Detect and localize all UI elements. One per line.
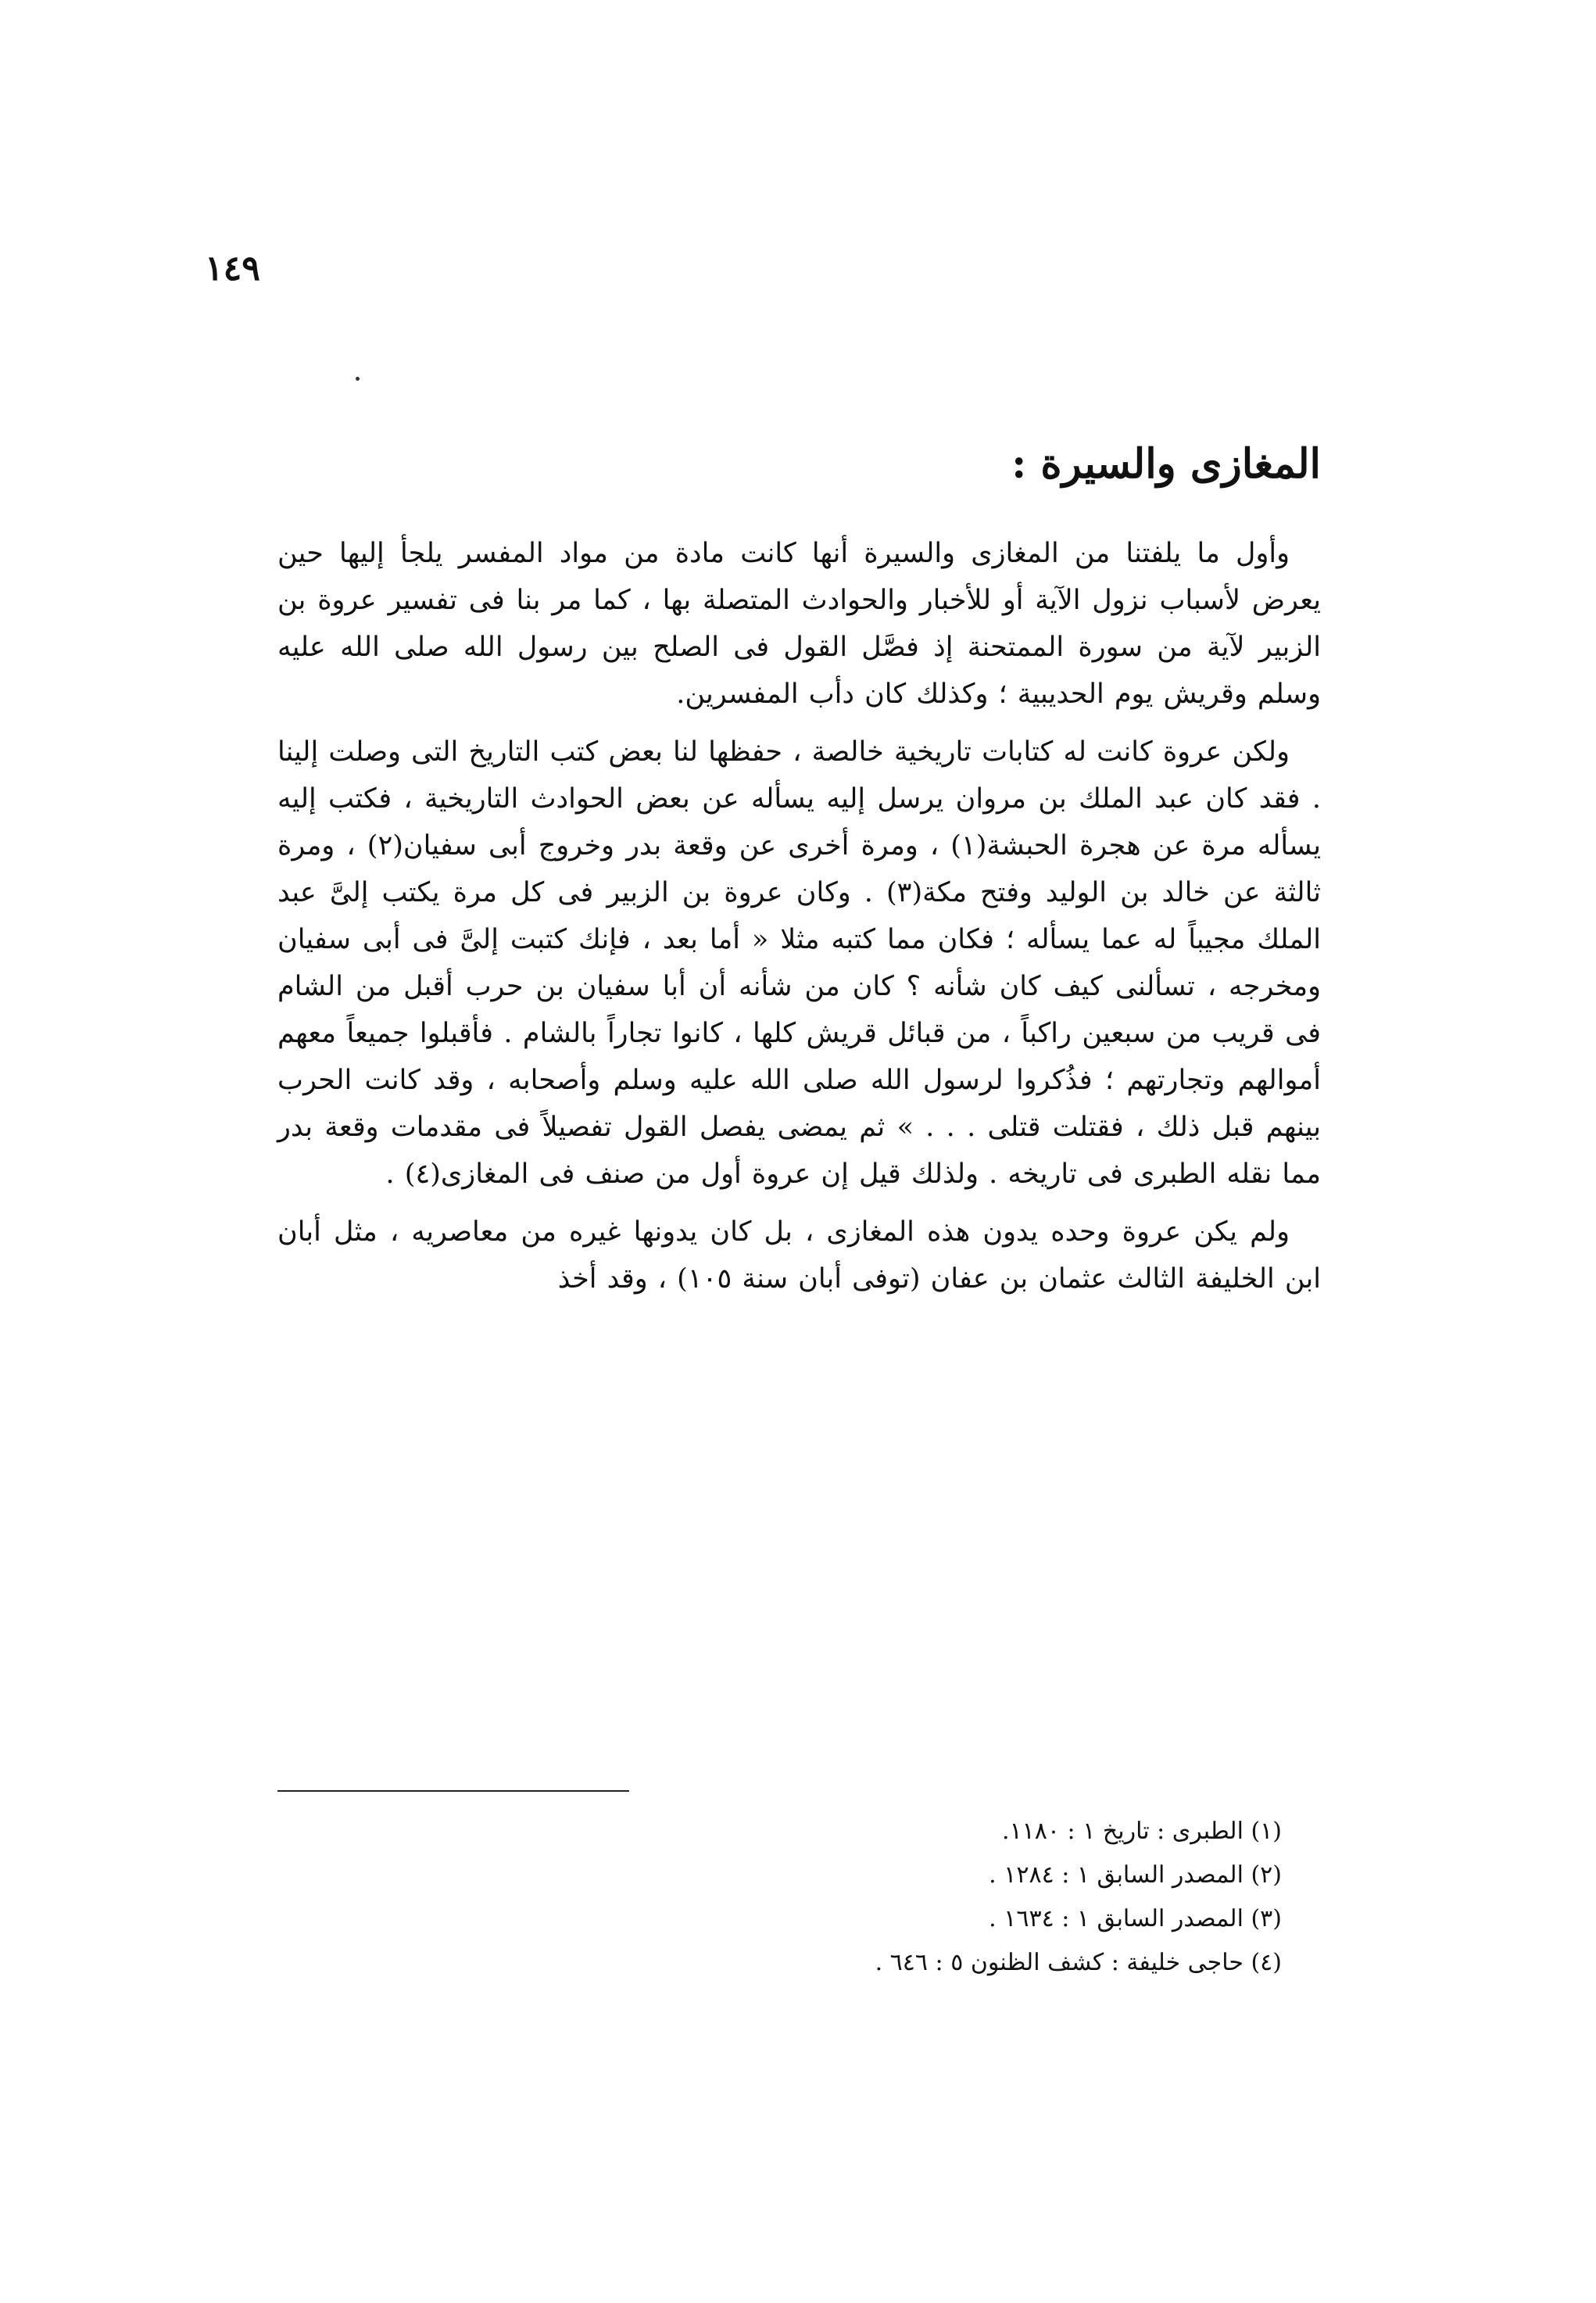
page-number: ١٤٩ <box>205 249 260 288</box>
footnote-divider <box>277 1790 629 1792</box>
footnote: (٤) حاجى خليفة : كشف الظنون ٥ : ٦٤٦ . <box>875 1949 1282 1976</box>
scan-speck <box>356 377 360 381</box>
paragraph: ولكن عروة كانت له كتابات تاريخية خالصة ، حفظها لنا بعض كتب التاريخ التى وصلت إلينا . فقد كان عبد الملك بن مروان يرسل إليه يسأله عن بعض الحوادث التاريخية ، فكتب إليه يسأله مرة عن هجرة الحبشة(١) ، ومرة أخرى عن وقعة بدر وخروج أبى سفيان(٢) ، ومرة ثالثة عن خالد بن الوليد وفتح مكة(٣) . وكان عروة بن الزبير فى كل مرة يكتب إلىَّ عبد الملك مجيباً له عما يسأله ؛ فكان مما كتبه مثلا « أما بعد ، فإنك كتبت إلىَّ فى أبى سفيان ومخرجه ، تسألنى كيف كان شأنه ؟ كان من شأنه أن أبا سفيان بن حرب أقبل من الشام فى قريب من سبعين راكباً ، من قبائل قريش كلها ، كانوا تجاراً بالشام . فأقبلوا جميعاً معهم أموالهم وتجارتهم ؛ فذُكروا لرسول الله صلى الله عليه وسلم وأصحابه ، وقد كانت الحرب بينهم قبل ذلك ، فقتلت قتلى . . . » ثم يمضى يفصل القول تفصيلاً فى مقدمات وقعة بدر مما نقله الطبرى فى تاريخه . ولذلك قيل إن عروة أول من صنف فى المغازى(٤) . <box>277 736 1321 1190</box>
footnote: (٢) المصدر السابق ١ : ١٢٨٤ . <box>989 1861 1282 1889</box>
paragraph: ولم يكن عروة وحده يدون هذه المغازى ، بل كان يدونها غيره من معاصريه ، مثل أبان ابن الخليفة الثالث عثمان بن عفان (توفى أبان سنة ١٠٥) ، وقد أخذ <box>277 1216 1321 1295</box>
paragraph: وأول ما يلفتنا من المغازى والسيرة أنها كانت مادة من مواد المفسر يلجأ إليها حين يعرض لأسباب نزول الآية أو للأخبار والحوادث المتصلة بها ، كما مر بنا فى تفسير عروة بن الزبير لآية من سورة الممتحنة إذ فصَّل القول فى الصلح بين رسول الله صلى الله عليه وسلم وقريش يوم الحديبية ؛ وكذلك كان دأب المفسرين. <box>277 537 1321 710</box>
footnote: (١) الطبرى : تاريخ ١ : ١١٨٠. <box>1002 1818 1282 1845</box>
main-text <box>277 438 1321 1313</box>
footnotes <box>672 1810 1282 1985</box>
section-title: المغازى والسيرة : <box>1011 440 1321 488</box>
footnote: (٣) المصدر السابق ١ : ١٦٣٤ . <box>989 1905 1282 1932</box>
